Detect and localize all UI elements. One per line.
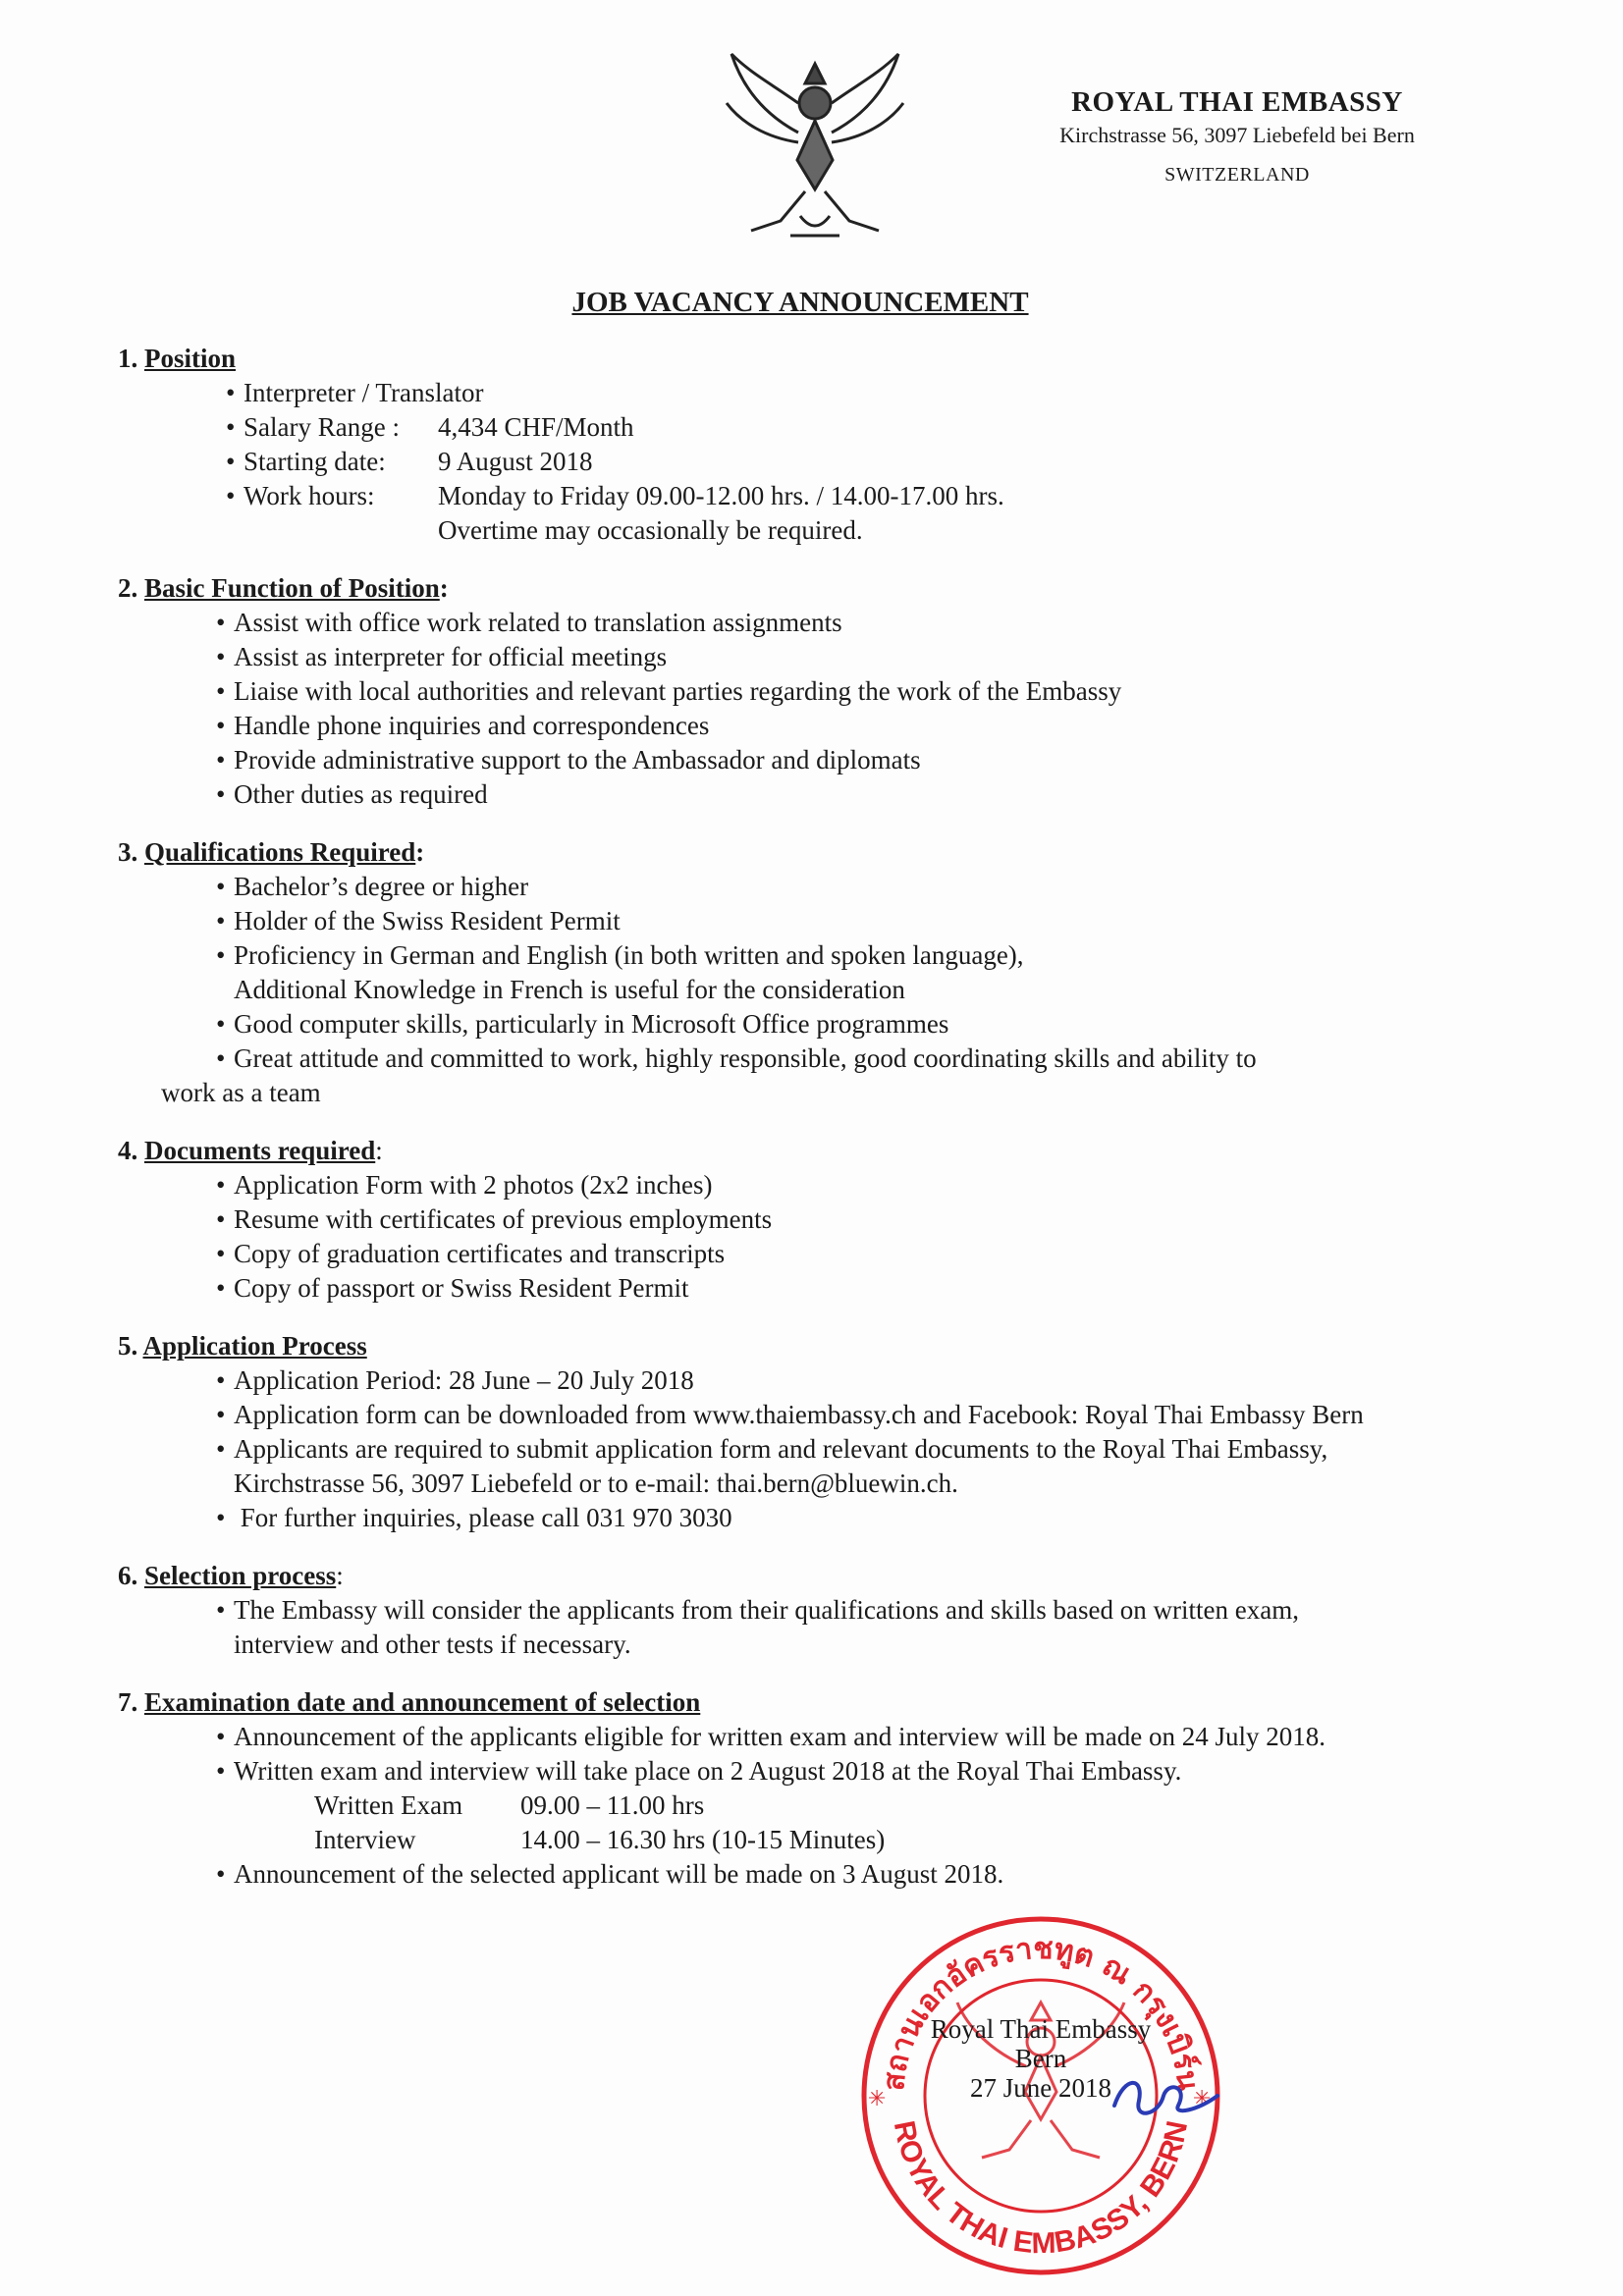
- embassy-address: Kirchstrasse 56, 3097 Liebefeld bei Bern: [1059, 123, 1415, 147]
- list-item-continuation: work as a team: [161, 1078, 321, 1107]
- list-item-continuation: Additional Knowledge in French is useful for the consideration: [234, 975, 905, 1004]
- list-item: • For further inquiries, please call 031 970 3030: [216, 1503, 732, 1532]
- section-qualifications: 3. Qualifications Required: • Bachelor’s degree or higher • Holder of the Swiss Resident Permit • Proficiency in German and English (in both written and spoken language), Additional Knowledge in French is useful for the consideration • Good computer skills, particularly in Microsoft Office programmes • Great attitude and committed to work, highly responsible, good coordinating skills and ability to work as a team: [118, 835, 1532, 1110]
- list-item: • Assist as interpreter for official meetings: [216, 642, 668, 671]
- list-item: • Applicants are required to submit application form and relevant documents to the Royal Thai Embassy,: [216, 1434, 1328, 1464]
- list-item-continuation: Overtime may occasionally be required.: [438, 515, 863, 545]
- section-number: 1.: [118, 344, 138, 373]
- list-item: • Good computer skills, particularly in Microsoft Office programmes: [216, 1009, 949, 1039]
- letterhead: [1031, 86, 1443, 187]
- list-item: • Work hours: Monday to Friday 09.00-12.00 hrs. / 14.00-17.00 hrs.: [226, 481, 1004, 510]
- stamp-ring-top: สถานเอกอัครราชทูต ณ กรุงเบิร์น: [876, 1931, 1206, 2093]
- section-documents: 4. Documents required: • Application Form with 2 photos (2x2 inches) • Resume with certificates of previous employments • Copy of graduation certificates and transcripts • Copy of passport or Swiss Resident Permit: [118, 1134, 1532, 1306]
- section-basic-function: 2. Basic Function of Position: • Assist with office work related to translation assignments • Assist as interpreter for official meetings • Liaise with local authorities and relevant parties regarding the work of the Embassy • Handle phone inquiries and correspondences • Provide administrative support to the Ambassador and diplomats • Other duties as required: [118, 571, 1532, 812]
- list-item: • Copy of passport or Swiss Resident Permit: [216, 1273, 689, 1303]
- list-item: • Other duties as required: [216, 779, 488, 809]
- section-title: Application Process: [142, 1331, 367, 1361]
- list-item-continuation: Kirchstrasse 56, 3097 Liebefeld or to e-mail: thai.bern@bluewin.ch.: [234, 1468, 958, 1498]
- list-item: • Resume with certificates of previous employments: [216, 1204, 773, 1234]
- embassy-name: ROYAL THAI EMBASSY: [1071, 86, 1403, 118]
- list-item: • Application form can be downloaded from www.thaiembassy.ch and Facebook: Royal Thai Embassy Bern: [216, 1400, 1364, 1429]
- list-item-continuation: interview and other tests if necessary.: [234, 1629, 631, 1659]
- section-title: Qualifications Required: [144, 837, 416, 867]
- list-item: • Bachelor’s degree or higher: [216, 872, 529, 901]
- announcement-body: [118, 342, 1532, 1915]
- svg-text:✳: ✳: [1193, 2087, 1212, 2111]
- list-item: • Interpreter / Translator: [226, 378, 484, 407]
- list-item: • Application Form with 2 photos (2x2 inches): [216, 1170, 713, 1200]
- section-application-process: [118, 1329, 1532, 1535]
- schedule-row: Interview 14.00 – 16.30 hrs (10-15 Minutes): [314, 1825, 886, 1854]
- handwritten-signature-icon: [1105, 2066, 1222, 2125]
- section-examination: [118, 1685, 1532, 1892]
- list-item: • Salary Range : 4,434 CHF/Month: [226, 412, 634, 442]
- section-number: 6.: [118, 1561, 138, 1590]
- section-title: Selection process: [144, 1561, 337, 1590]
- list-item: • Great attitude and committed to work, highly responsible, good coordinating skills and ability to: [216, 1043, 1257, 1073]
- list-item: • Handle phone inquiries and correspondences: [216, 711, 710, 740]
- list-item: • Proficiency in German and English (in both written and spoken language),: [216, 940, 1024, 970]
- list-item: • Starting date: 9 August 2018: [226, 447, 593, 476]
- section-number: 4.: [118, 1136, 138, 1165]
- embassy-country: SWITZERLAND: [1164, 164, 1310, 186]
- signature-date: 27 June 2018: [970, 2073, 1111, 2103]
- section-title: Examination date and announcement of selection: [144, 1687, 701, 1717]
- list-item: • Assist with office work related to translation assignments: [216, 608, 842, 637]
- list-item: • Provide administrative support to the Ambassador and diplomats: [216, 745, 921, 774]
- list-item: • Copy of graduation certificates and transcripts: [216, 1239, 726, 1268]
- section-title: Basic Function of Position: [144, 573, 440, 603]
- signature-line-1: Royal Thai Embassy: [930, 2014, 1152, 2044]
- section-number: 5.: [118, 1331, 138, 1361]
- section-title: Position: [144, 344, 237, 373]
- section-number: 3.: [118, 837, 138, 867]
- section-title: Documents required: [144, 1136, 376, 1165]
- list-item: • The Embassy will consider the applicants from their qualifications and skills based on written exam,: [216, 1595, 1299, 1625]
- list-item: • Announcement of the selected applicant will be made on 3 August 2018.: [216, 1859, 1004, 1889]
- stamp-ring-bottom: ROYAL THAI EMBASSY, BERN: [887, 2117, 1195, 2261]
- section-selection-process: 6. Selection process: • The Embassy will consider the applicants from their qualifications and skills based on written exam, interview and other tests if necessary.: [118, 1559, 1532, 1662]
- svg-text:✳: ✳: [868, 2087, 887, 2111]
- section-number: 2.: [118, 573, 138, 603]
- section-position: [118, 342, 1532, 548]
- garuda-emblem-icon: [722, 44, 908, 245]
- section-number: 7.: [118, 1687, 138, 1717]
- list-item: • Announcement of the applicants eligible for written exam and interview will be made on 24 July 2018.: [216, 1722, 1325, 1751]
- list-item: • Written exam and interview will take place on 2 August 2018 at the Royal Thai Embassy.: [216, 1756, 1182, 1786]
- schedule-row: Written Exam 09.00 – 11.00 hrs: [314, 1790, 705, 1820]
- list-item: • Liaise with local authorities and relevant parties regarding the work of the Embassy: [216, 676, 1122, 706]
- list-item: • Application Period: 28 June – 20 July 2018: [216, 1365, 694, 1395]
- page-title: JOB VACANCY ANNOUNCEMENT: [571, 287, 1029, 318]
- signature-line-2: Bern: [1014, 2044, 1067, 2073]
- list-item: • Holder of the Swiss Resident Permit: [216, 906, 621, 935]
